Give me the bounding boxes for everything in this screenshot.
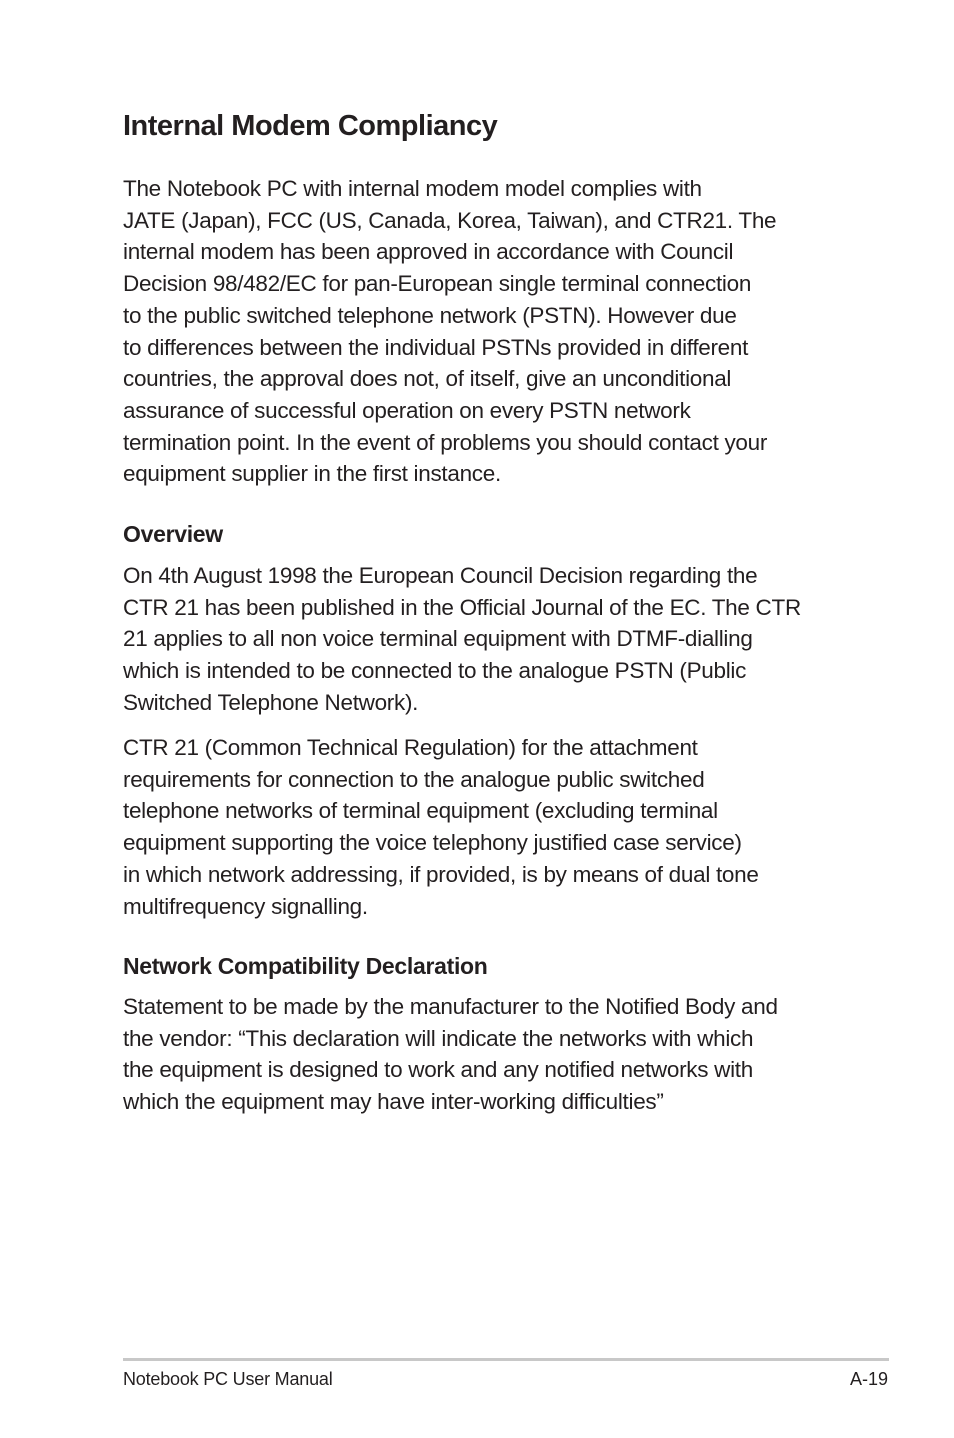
overview-heading: Overview xyxy=(123,521,223,547)
text-line: Statement to be made by the manufacturer to the Notified Body and xyxy=(123,994,778,1019)
text-line: the equipment is designed to work and any notified networks with xyxy=(123,1057,753,1083)
text-line: countries, the approval does not, of itself, give an unconditional xyxy=(123,366,732,392)
page-number: A-19 xyxy=(849,1369,888,1389)
text-line: the vendor: “This declaration will indicate the networks with which xyxy=(123,1025,754,1051)
text-line: multifrequency signalling. xyxy=(123,893,368,919)
text-line: assurance of successful operation on every PSTN network xyxy=(123,397,691,423)
text-line: which the equipment may have inter-working difficulties” xyxy=(123,1089,664,1115)
overview-paragraph-1 xyxy=(123,560,848,719)
intro-paragraph xyxy=(123,173,848,490)
text-line: Decision 98/482/EC for pan-European single terminal connection xyxy=(123,271,752,297)
overview-paragraph-2 xyxy=(123,732,848,922)
page-title: Internal Modem Compliancy xyxy=(123,110,498,142)
text-line: which is intended to be connected to the analogue PSTN (Public xyxy=(123,658,747,684)
text-line: termination point. In the event of problems you should contact your xyxy=(123,429,768,455)
text-line: CTR 21 has been published in the Official Journal of the EC. The CTR xyxy=(123,594,801,620)
footer-divider xyxy=(123,1358,889,1361)
text-line: Switched Telephone Network). xyxy=(123,689,419,715)
network-compatibility-paragraph xyxy=(123,991,848,1118)
text-line: to the public switched telephone network (PSTN). However due xyxy=(123,302,737,328)
footer-manual-title: Notebook PC User Manual xyxy=(123,1369,333,1389)
text-line: to differences between the individual PSTNs provided in different xyxy=(123,334,749,360)
text-line: The Notebook PC with internal modem model complies with xyxy=(123,176,702,201)
text-line: JATE (Japan), FCC (US, Canada, Korea, Taiwan), and CTR21. The xyxy=(123,207,777,233)
text-line: in which network addressing, if provided, is by means of dual tone xyxy=(123,861,759,887)
text-line: equipment supporting the voice telephony justified case service) xyxy=(123,830,742,856)
text-line: CTR 21 (Common Technical Regulation) for the attachment xyxy=(123,735,698,760)
network-compatibility-heading: Network Compatibility Declaration xyxy=(123,953,488,979)
text-line: internal modem has been approved in accordance with Council xyxy=(123,239,734,265)
text-line: On 4th August 1998 the European Council Decision regarding the xyxy=(123,563,758,588)
text-line: requirements for connection to the analogue public switched xyxy=(123,766,705,792)
text-line: 21 applies to all non voice terminal equipment with DTMF-dialling xyxy=(123,626,753,652)
text-line: telephone networks of terminal equipment (excluding terminal xyxy=(123,798,718,824)
text-line: equipment supplier in the first instance. xyxy=(123,461,501,487)
